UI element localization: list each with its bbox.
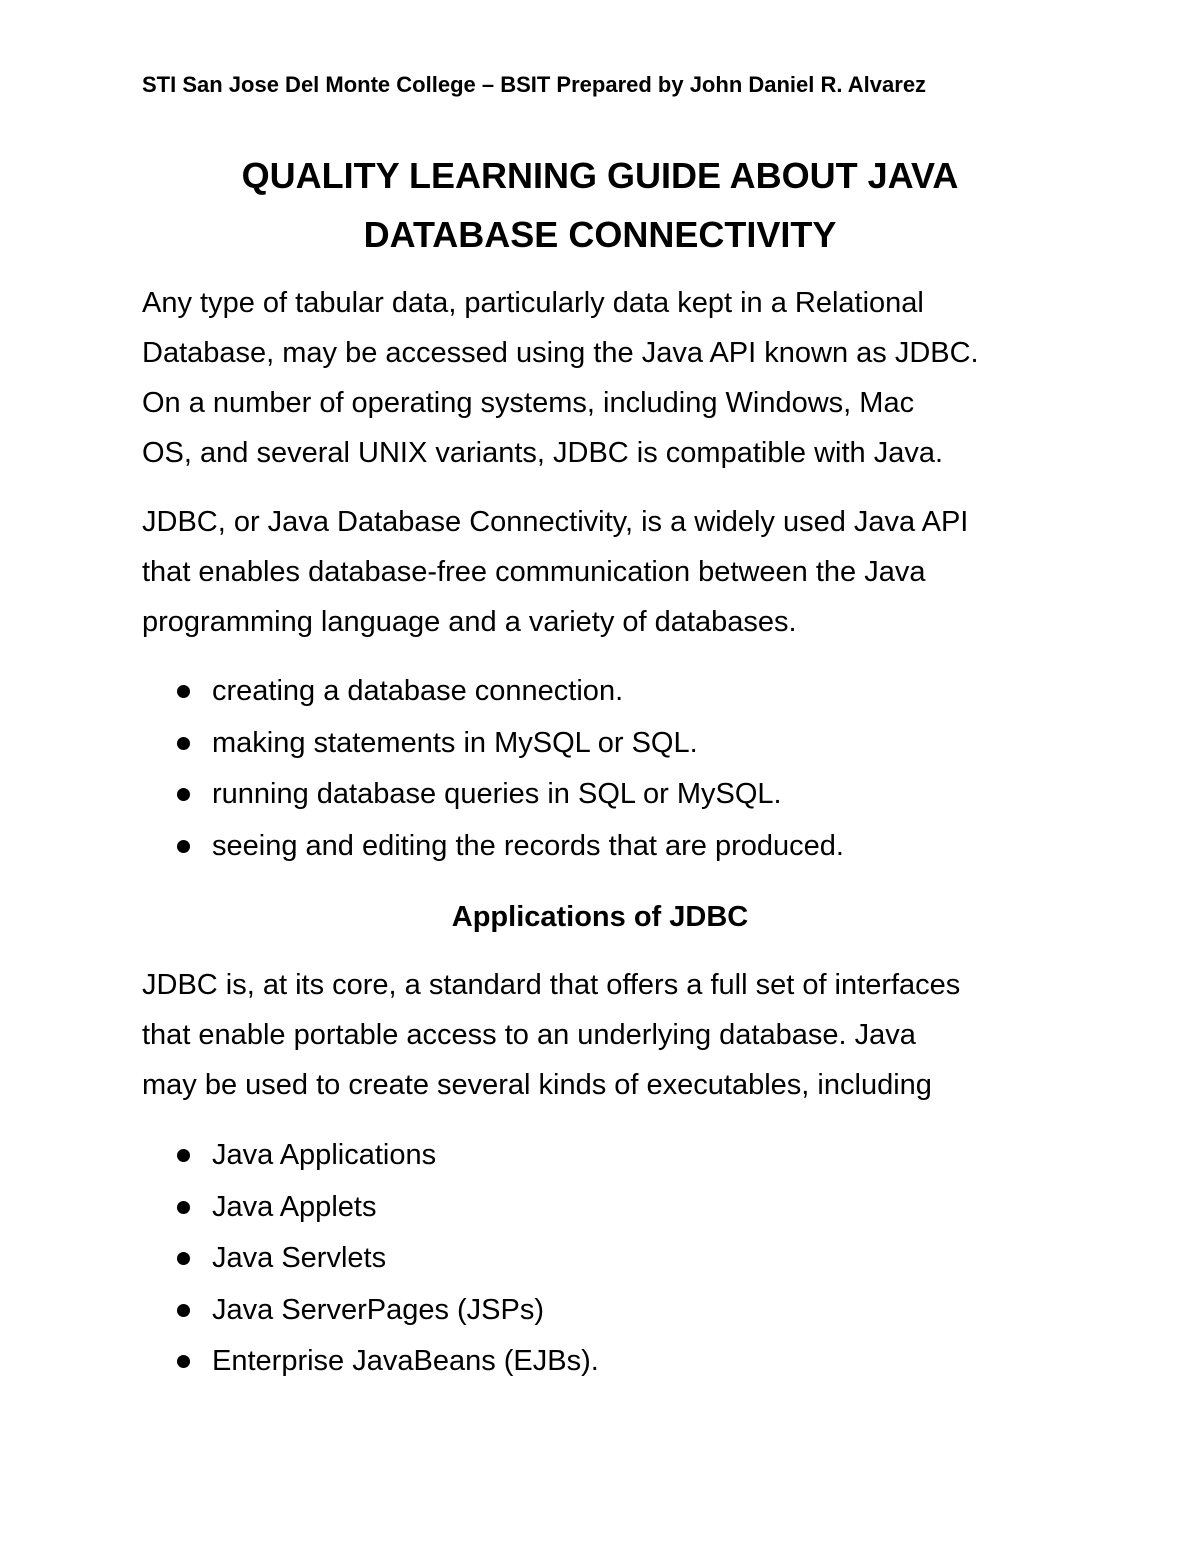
paragraph-line: JDBC is, at its core, a standard that offers a full set of interfaces <box>142 969 961 1001</box>
list-item <box>142 1285 599 1337</box>
list-item-text: running database queries in SQL or MySQL. <box>212 778 782 810</box>
executables-list <box>142 1130 599 1388</box>
list-item-text: Java Servlets <box>212 1242 387 1274</box>
paragraph-line: Any type of tabular data, particularly data kept in a Relational <box>142 287 924 319</box>
list-item <box>142 1182 599 1234</box>
bullet-icon <box>177 1355 190 1368</box>
paragraph-line: JDBC, or Java Database Connectivity, is a widely used Java API <box>142 506 969 538</box>
intro-paragraph <box>142 278 1082 478</box>
list-item-text: seeing and editing the records that are produced. <box>212 829 844 862</box>
section-heading: Applications of JDBC <box>451 901 749 933</box>
paragraph-line: programming language and a variety of databases. <box>142 606 797 638</box>
document-title <box>100 146 1100 264</box>
paragraph-line: On a number of operating systems, including Windows, Mac <box>142 387 915 419</box>
bullet-icon <box>177 1252 190 1265</box>
list-item <box>142 821 844 873</box>
bullet-icon <box>177 1149 190 1162</box>
list-item-text: Java Applications <box>212 1139 437 1171</box>
applications-paragraph <box>142 960 1082 1110</box>
paragraph-line: Database, may be accessed using the Java API known as JDBC. <box>142 337 979 369</box>
list-item <box>142 1336 599 1388</box>
jdbc-definition-paragraph <box>142 497 1082 647</box>
bullet-icon <box>177 685 190 698</box>
list-item-text: Enterprise JavaBeans (EJBs). <box>212 1345 599 1377</box>
jdbc-tasks-list <box>142 666 844 872</box>
title-line-1: QUALITY LEARNING GUIDE ABOUT JAVA <box>241 155 959 196</box>
list-item-text: creating a database connection. <box>212 675 624 707</box>
list-item <box>142 1130 599 1182</box>
bullet-icon <box>177 737 190 750</box>
paragraph-line: may be used to create several kinds of executables, including <box>142 1069 932 1101</box>
list-item <box>142 666 844 718</box>
list-item-text: making statements in MySQL or SQL. <box>212 726 698 759</box>
list-item <box>142 718 844 770</box>
bullet-icon <box>177 840 190 853</box>
paragraph-line: that enables database-free communication between the Java <box>142 556 926 588</box>
paragraph-line: OS, and several UNIX variants, JDBC is compatible with Java. <box>142 437 944 469</box>
list-item <box>142 769 844 821</box>
list-item-text: Java Applets <box>212 1190 377 1223</box>
list-item <box>142 1233 599 1285</box>
bullet-icon <box>177 788 190 801</box>
paragraph-line: that enable portable access to an underlying database. Java <box>142 1019 916 1051</box>
list-item-text: Java ServerPages (JSPs) <box>212 1293 545 1326</box>
bullet-icon <box>177 1201 190 1214</box>
bullet-icon <box>177 1304 190 1317</box>
title-line-2: DATABASE CONNECTIVITY <box>363 214 837 255</box>
page-header: STI San Jose Del Monte College – BSIT Prepared by John Daniel R. Alvarez <box>142 72 927 97</box>
